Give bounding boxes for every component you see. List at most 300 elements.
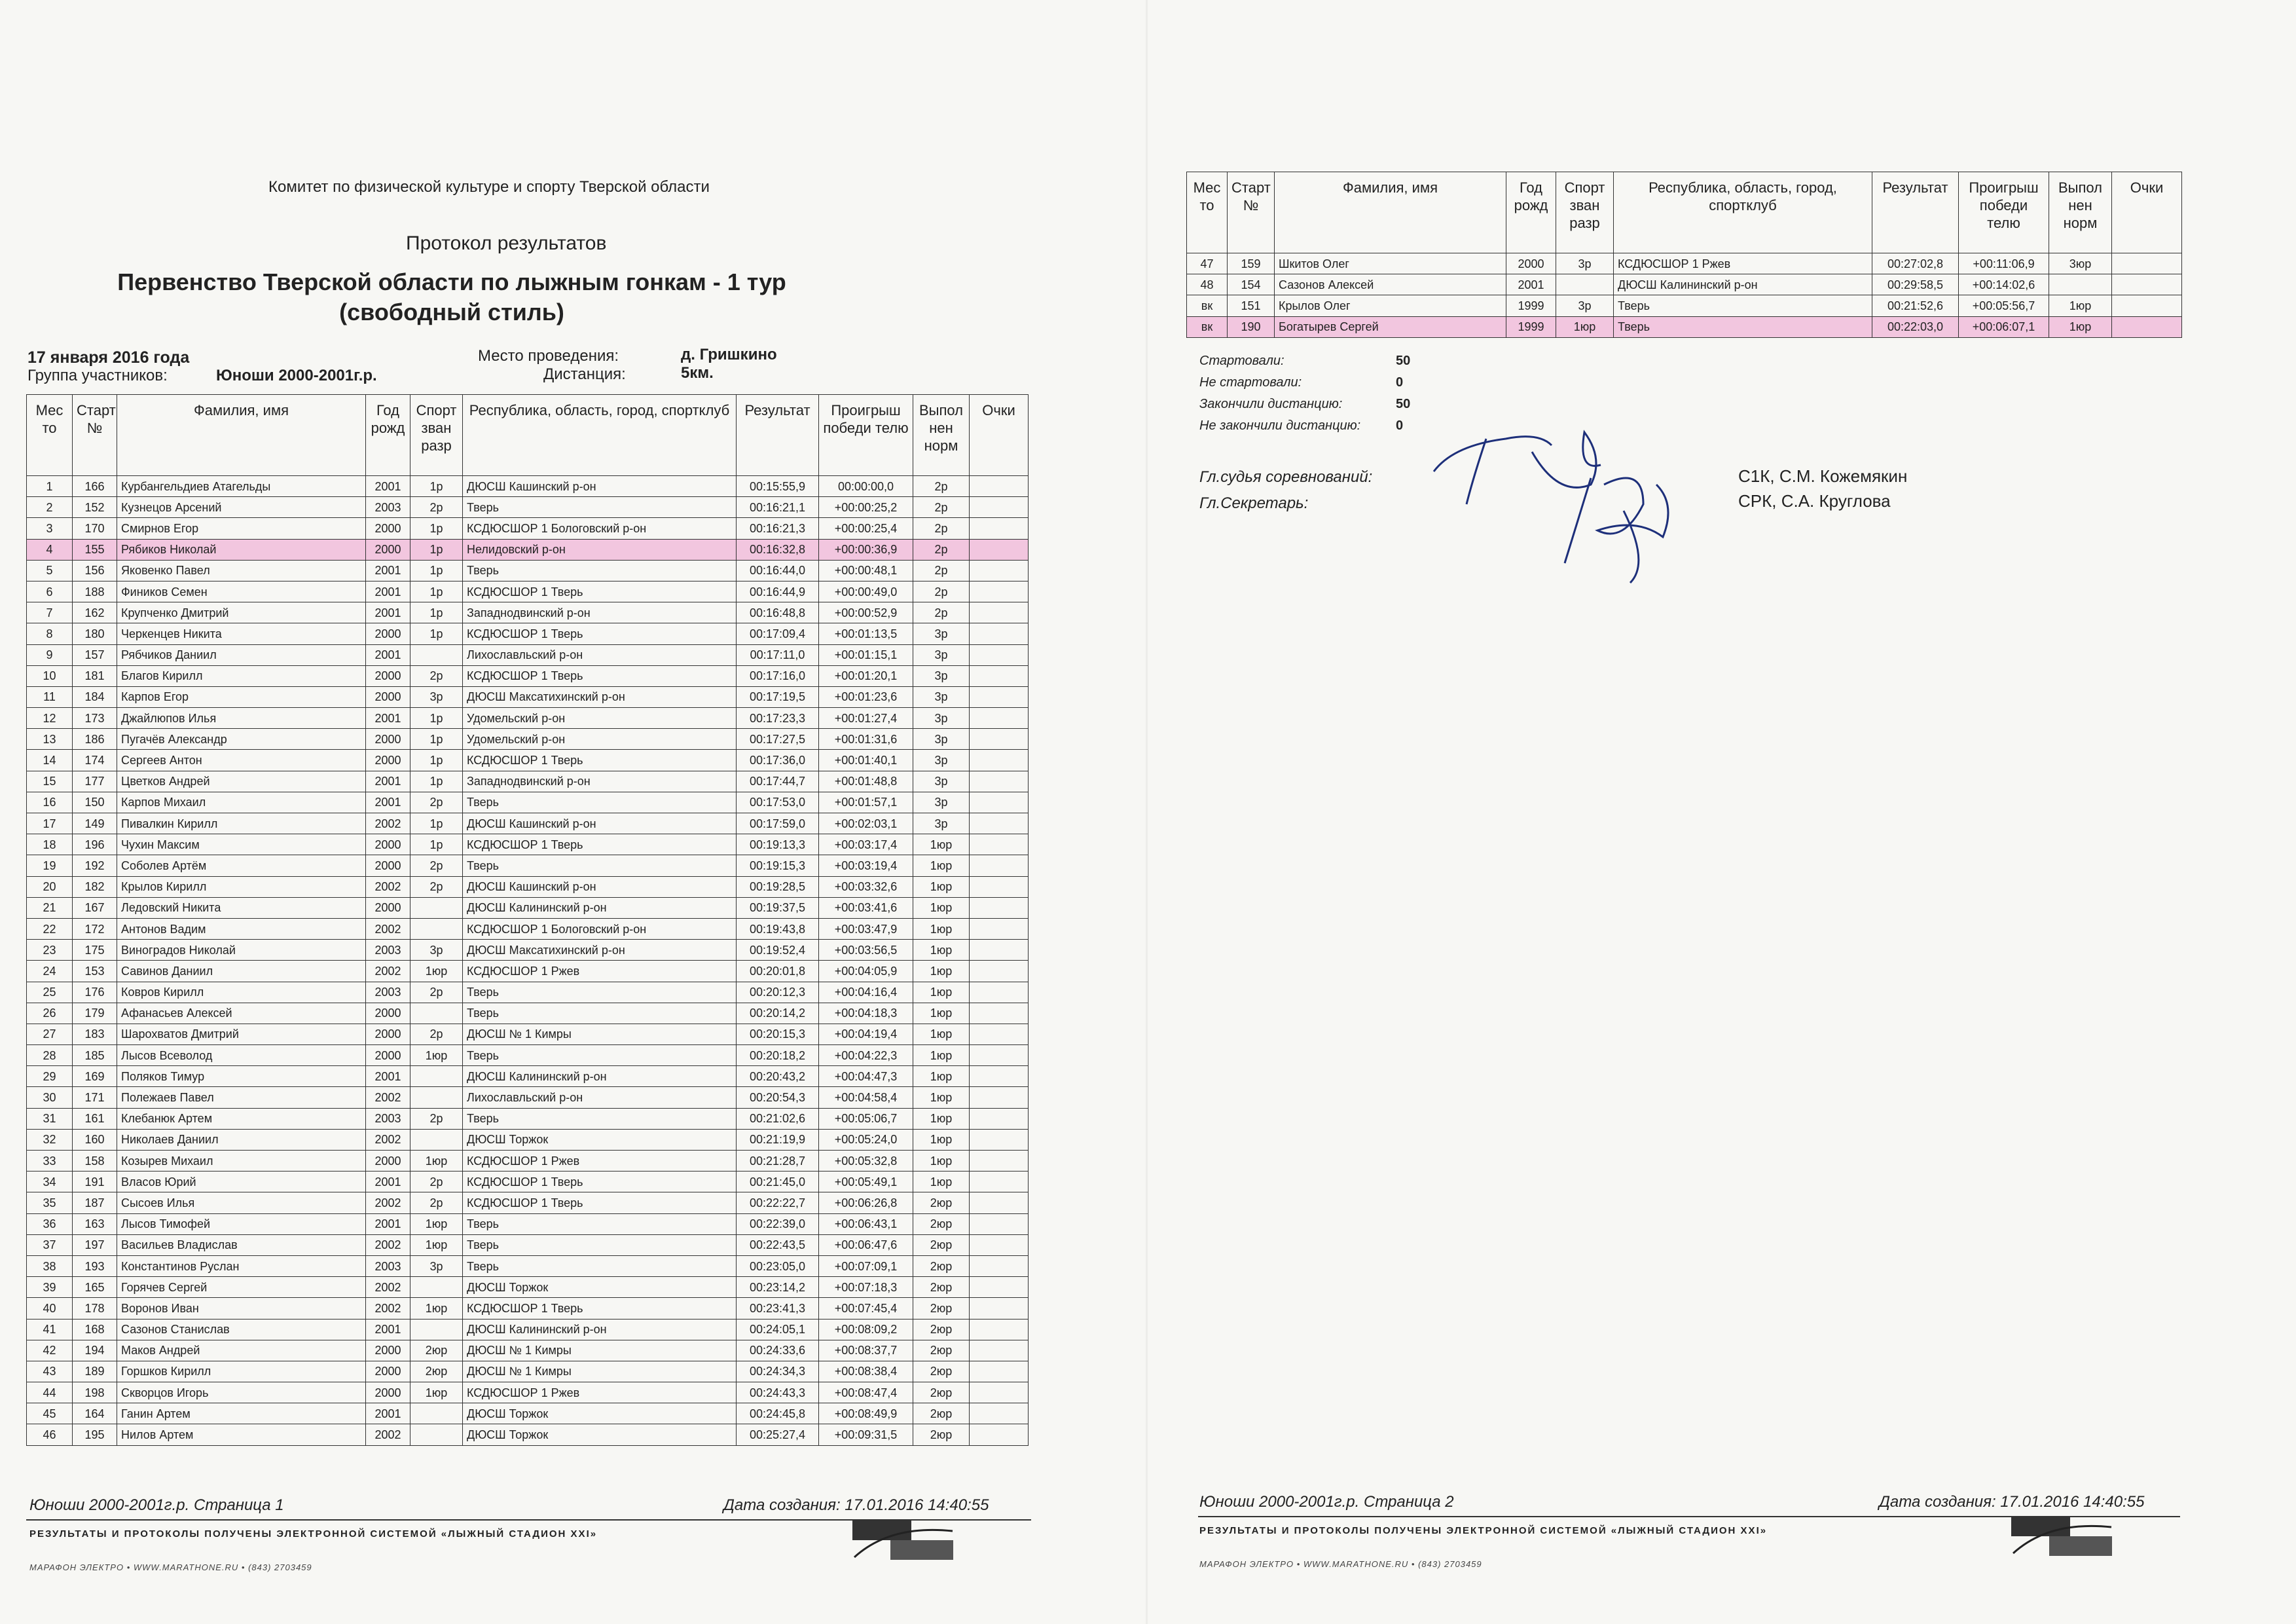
table-cell: 3р xyxy=(913,686,970,707)
table-cell: 181 xyxy=(73,665,117,686)
table-cell: +00:07:09,1 xyxy=(819,1255,913,1276)
table-cell: +00:08:09,2 xyxy=(819,1319,913,1340)
table-cell: 47 xyxy=(1187,253,1228,274)
table-cell: 00:16:44,0 xyxy=(737,560,819,581)
col-header: Республика, область, город, спортклуб xyxy=(463,395,737,476)
distance-value: 5км. xyxy=(681,364,714,382)
table-cell: 00:20:43,2 xyxy=(737,1066,819,1087)
table-cell: 00:17:23,3 xyxy=(737,708,819,729)
table-cell: 19 xyxy=(27,855,73,876)
table-cell: +00:03:56,5 xyxy=(819,940,913,961)
stat-row xyxy=(1199,375,1410,397)
table-cell: Тверь xyxy=(463,1108,737,1129)
table-cell: Тверь xyxy=(463,855,737,876)
table-cell: 2003 xyxy=(366,1108,410,1129)
table-cell: 198 xyxy=(73,1382,117,1403)
table-cell: +00:04:47,3 xyxy=(819,1066,913,1087)
table-cell: +00:04:22,3 xyxy=(819,1045,913,1066)
table-cell: +00:08:49,9 xyxy=(819,1403,913,1424)
table-cell: 3р xyxy=(410,1255,463,1276)
table-cell: 2юр xyxy=(913,1424,970,1445)
col-header: Год рожд xyxy=(366,395,410,476)
table-cell: 29 xyxy=(27,1066,73,1087)
table-cell xyxy=(970,855,1029,876)
table-cell: 00:19:13,3 xyxy=(737,834,819,855)
table-cell: 00:17:27,5 xyxy=(737,729,819,750)
table-cell: +00:01:40,1 xyxy=(819,750,913,771)
table-cell: Антонов Вадим xyxy=(117,918,366,939)
table-cell: Соболев Артём xyxy=(117,855,366,876)
table-cell: 2002 xyxy=(366,1129,410,1150)
table-cell xyxy=(970,918,1029,939)
table-cell: 3р xyxy=(913,771,970,792)
table-cell xyxy=(970,581,1029,602)
signature-chief-icon xyxy=(1427,406,1702,589)
table-cell: 00:20:14,2 xyxy=(737,1003,819,1024)
table-cell xyxy=(970,1024,1029,1044)
table-cell: 00:20:12,3 xyxy=(737,982,819,1003)
table-cell: 2001 xyxy=(366,1403,410,1424)
table-cell: +00:00:25,2 xyxy=(819,497,913,518)
table-cell: 00:15:55,9 xyxy=(737,476,819,497)
table-cell: 194 xyxy=(73,1340,117,1361)
footer-contact-2: МАРАФОН ЭЛЕКТРО • WWW.MARATHONE.RU • (843) 2703459 xyxy=(1199,1559,1482,1569)
table-cell: 00:16:21,3 xyxy=(737,518,819,539)
table-cell: 12 xyxy=(27,708,73,729)
table-cell: Власов Юрий xyxy=(117,1172,366,1192)
table-cell: 3р xyxy=(410,940,463,961)
table-row xyxy=(27,918,1029,939)
venue-label: Место проведения: xyxy=(478,347,619,365)
table-body-page-2 xyxy=(1187,253,2182,338)
event-date: 17 января 2016 года xyxy=(27,348,190,367)
table-cell: 167 xyxy=(73,897,117,918)
table-cell: 166 xyxy=(73,476,117,497)
table-cell: Полежаев Павел xyxy=(117,1087,366,1108)
table-cell: Клебанюк Артем xyxy=(117,1108,366,1129)
table-cell: 2000 xyxy=(366,518,410,539)
table-cell: 2р xyxy=(913,497,970,518)
group-label: Группа участников: xyxy=(27,367,168,384)
table-cell: КСДЮСШОР 1 Ржев xyxy=(463,1151,737,1172)
table-row xyxy=(27,497,1029,518)
table-cell: 2000 xyxy=(366,750,410,771)
table-cell: 2000 xyxy=(366,539,410,560)
table-cell: 00:19:52,4 xyxy=(737,940,819,961)
table-cell: +00:07:18,3 xyxy=(819,1277,913,1298)
table-cell: 2р xyxy=(913,518,970,539)
table-cell: +00:01:27,4 xyxy=(819,708,913,729)
table-cell xyxy=(970,876,1029,897)
footer-system-2: РЕЗУЛЬТАТЫ И ПРОТОКОЛЫ ПОЛУЧЕНЫ ЭЛЕКТРОННОЙ СИСТЕМОЙ «ЛЫЖНЫЙ СТАДИОН XXI» xyxy=(1199,1525,1768,1536)
table-cell xyxy=(410,1087,463,1108)
table-cell: 2юр xyxy=(913,1234,970,1255)
table-cell xyxy=(970,560,1029,581)
table-cell: Афанасьев Алексей xyxy=(117,1003,366,1024)
table-cell: 2000 xyxy=(366,1151,410,1172)
table-cell: 1 xyxy=(27,476,73,497)
table-cell: 3 xyxy=(27,518,73,539)
table-cell: 2юр xyxy=(913,1298,970,1319)
table-cell: 1юр xyxy=(410,1045,463,1066)
table-cell: Лихославльский р-он xyxy=(463,1087,737,1108)
stadium-logo-icon xyxy=(851,1518,956,1564)
table-cell: Крупченко Дмитрий xyxy=(117,602,366,623)
table-cell: 169 xyxy=(73,1066,117,1087)
table-cell: Карпов Егор xyxy=(117,686,366,707)
table-cell: 46 xyxy=(27,1424,73,1445)
stat-row xyxy=(1199,397,1410,418)
footer-contact-1: МАРАФОН ЭЛЕКТРО • WWW.MARATHONE.RU • (843) 2703459 xyxy=(29,1562,312,1572)
table-cell: 00:16:44,9 xyxy=(737,581,819,602)
table-cell: 2юр xyxy=(913,1319,970,1340)
col-header: Год рожд xyxy=(1506,172,1556,253)
table-cell: 185 xyxy=(73,1045,117,1066)
table-cell: Тверь xyxy=(463,560,737,581)
chief-judge-name: С1К, С.М. Кожемякин xyxy=(1738,466,1908,486)
table-cell: 2000 xyxy=(366,1340,410,1361)
table-cell: +00:05:32,8 xyxy=(819,1151,913,1172)
table-row xyxy=(27,518,1029,539)
table-cell xyxy=(1556,274,1614,295)
table-cell: 2000 xyxy=(366,623,410,644)
table-cell: 2000 xyxy=(366,729,410,750)
secretary-name: СРК, С.А. Круглова xyxy=(1738,491,1891,511)
table-cell: 36 xyxy=(27,1213,73,1234)
title-line-1: Первенство Тверской области по лыжным гонкам - 1 тур xyxy=(117,268,786,295)
stat-value: 50 xyxy=(1396,354,1411,368)
table-row xyxy=(27,644,1029,665)
table-cell xyxy=(970,518,1029,539)
table-cell: 43 xyxy=(27,1361,73,1382)
table-row xyxy=(27,1382,1029,1403)
table-cell: 39 xyxy=(27,1277,73,1298)
table-cell: КСДЮСШОР 1 Тверь xyxy=(463,1298,737,1319)
table-cell: Нилов Артем xyxy=(117,1424,366,1445)
table-cell: 00:24:45,8 xyxy=(737,1403,819,1424)
table-cell: 2р xyxy=(410,1108,463,1129)
col-header: Очки xyxy=(2112,172,2182,253)
table-row xyxy=(27,1213,1029,1234)
table-cell: ДЮСШ Максатихинский р-он xyxy=(463,940,737,961)
footer-page-1: Юноши 2000-2001г.р. Страница 1 xyxy=(29,1496,284,1514)
table-cell: 2001 xyxy=(366,1319,410,1340)
col-header: Выпол нен норм xyxy=(913,395,970,476)
protocol-label: Протокол результатов xyxy=(406,232,607,254)
table-row xyxy=(27,1192,1029,1213)
table-cell: 00:20:18,2 xyxy=(737,1045,819,1066)
table-cell: 2003 xyxy=(366,940,410,961)
group-value: Юноши 2000-2001г.р. xyxy=(216,367,377,384)
table-cell: Николаев Даниил xyxy=(117,1129,366,1150)
table-cell: Ганин Артем xyxy=(117,1403,366,1424)
table-row xyxy=(27,1340,1029,1361)
table-cell: 2000 xyxy=(366,665,410,686)
table-cell: 2000 xyxy=(1506,253,1556,274)
table-cell xyxy=(410,1277,463,1298)
table-row xyxy=(27,1129,1029,1150)
table-cell xyxy=(410,1319,463,1340)
table-cell: 2000 xyxy=(366,1024,410,1044)
table-cell: +00:01:48,8 xyxy=(819,771,913,792)
table-cell: +00:01:57,1 xyxy=(819,792,913,813)
table-cell: 00:20:01,8 xyxy=(737,961,819,982)
col-header: Спорт зван разр xyxy=(410,395,463,476)
table-cell: 1юр xyxy=(913,897,970,918)
table-cell: 1юр xyxy=(913,940,970,961)
table-cell: 00:19:37,5 xyxy=(737,897,819,918)
table-cell xyxy=(970,792,1029,813)
table-cell xyxy=(970,1003,1029,1024)
stat-row xyxy=(1199,418,1410,440)
table-cell: 1р xyxy=(410,476,463,497)
table-cell: 2р xyxy=(410,792,463,813)
table-cell: 42 xyxy=(27,1340,73,1361)
results-table-page-2 xyxy=(1186,172,2182,338)
table-cell: 2юр xyxy=(410,1361,463,1382)
table-cell: +00:05:56,7 xyxy=(1959,295,2049,316)
table-cell: Западнодвинский р-он xyxy=(463,602,737,623)
table-cell: 2юр xyxy=(913,1277,970,1298)
table-cell xyxy=(970,729,1029,750)
table-cell: 3р xyxy=(913,644,970,665)
table-cell xyxy=(970,771,1029,792)
table-cell xyxy=(410,644,463,665)
table-cell: 2р xyxy=(410,1172,463,1192)
table-cell: +00:00:48,1 xyxy=(819,560,913,581)
table-cell: ДЮСШ № 1 Кимры xyxy=(463,1361,737,1382)
table-cell: Пугачёв Александр xyxy=(117,729,366,750)
table-cell: 2003 xyxy=(366,497,410,518)
table-cell: 158 xyxy=(73,1151,117,1172)
table-row xyxy=(1187,274,2182,295)
table-cell: ДЮСШ Торжок xyxy=(463,1424,737,1445)
table-cell: Козырев Михаил xyxy=(117,1151,366,1172)
table-cell: вк xyxy=(1187,316,1228,337)
table-cell: 14 xyxy=(27,750,73,771)
table-cell xyxy=(2112,253,2182,274)
table-cell: 1юр xyxy=(913,1108,970,1129)
stat-row xyxy=(1199,354,1410,375)
stat-label: Не закончили дистанцию: xyxy=(1199,418,1361,433)
table-cell: Сергеев Антон xyxy=(117,750,366,771)
table-cell: +00:03:47,9 xyxy=(819,918,913,939)
table-cell: 00:16:48,8 xyxy=(737,602,819,623)
table-cell: Лысов Всеволод xyxy=(117,1045,366,1066)
table-cell: ДЮСШ Торжок xyxy=(463,1129,737,1150)
table-cell: 00:16:21,1 xyxy=(737,497,819,518)
table-cell xyxy=(970,1298,1029,1319)
organization: Комитет по физической культуре и спорту Тверской области xyxy=(268,178,710,196)
table-cell: +00:01:20,1 xyxy=(819,665,913,686)
table-cell: 162 xyxy=(73,602,117,623)
table-cell xyxy=(410,1403,463,1424)
table-cell: КСДЮСШОР 1 Тверь xyxy=(463,1192,737,1213)
table-cell: +00:01:13,5 xyxy=(819,623,913,644)
table-cell: 178 xyxy=(73,1298,117,1319)
table-cell: 41 xyxy=(27,1319,73,1340)
table-cell: 00:16:32,8 xyxy=(737,539,819,560)
table-cell: 00:21:52,6 xyxy=(1872,295,1959,316)
table-cell: Скворцов Игорь xyxy=(117,1382,366,1403)
table-cell: +00:06:07,1 xyxy=(1959,316,2049,337)
table-row xyxy=(27,940,1029,961)
table-cell: 1юр xyxy=(410,961,463,982)
table-cell: Тверь xyxy=(463,1003,737,1024)
table-cell: +00:00:52,9 xyxy=(819,602,913,623)
table-cell: +00:07:45,4 xyxy=(819,1298,913,1319)
table-cell: 174 xyxy=(73,750,117,771)
table-cell: +00:03:41,6 xyxy=(819,897,913,918)
table-cell: 180 xyxy=(73,623,117,644)
table-cell: 00:21:45,0 xyxy=(737,1172,819,1192)
table-cell: 2002 xyxy=(366,1424,410,1445)
table-cell: +00:00:25,4 xyxy=(819,518,913,539)
table-cell: 2р xyxy=(913,476,970,497)
table-cell xyxy=(970,1066,1029,1087)
stats-block xyxy=(1199,354,1410,440)
table-cell xyxy=(970,1403,1029,1424)
table-cell: 156 xyxy=(73,560,117,581)
table-cell: 00:22:39,0 xyxy=(737,1213,819,1234)
table-cell: 2000 xyxy=(366,834,410,855)
table-cell: 1юр xyxy=(913,1151,970,1172)
table-cell: 1юр xyxy=(2049,295,2112,316)
table-cell xyxy=(970,1045,1029,1066)
table-cell xyxy=(970,1255,1029,1276)
table-cell: 153 xyxy=(73,961,117,982)
table-cell: ДЮСШ Торжок xyxy=(463,1403,737,1424)
table-cell: 160 xyxy=(73,1129,117,1150)
table-cell: 2р xyxy=(913,539,970,560)
table-cell xyxy=(2049,274,2112,295)
table-cell xyxy=(970,1192,1029,1213)
table-cell: Крылов Кирилл xyxy=(117,876,366,897)
table-cell: +00:04:05,9 xyxy=(819,961,913,982)
table-cell: 3р xyxy=(410,686,463,707)
table-cell xyxy=(970,623,1029,644)
table-cell: 2р xyxy=(410,665,463,686)
table-cell: КСДЮСШОР 1 Ржев xyxy=(463,961,737,982)
table-cell xyxy=(970,1277,1029,1298)
table-cell: 3юр xyxy=(2049,253,2112,274)
table-cell: +00:01:15,1 xyxy=(819,644,913,665)
table-cell: Тверь xyxy=(463,982,737,1003)
table-cell: Сазонов Алексей xyxy=(1275,274,1506,295)
table-cell: 00:24:33,6 xyxy=(737,1340,819,1361)
table-row xyxy=(27,1066,1029,1087)
table-cell: 3р xyxy=(913,623,970,644)
table-cell: 1р xyxy=(410,623,463,644)
table-cell: 00:17:16,0 xyxy=(737,665,819,686)
table-cell: +00:06:47,6 xyxy=(819,1234,913,1255)
table-row xyxy=(1187,316,2182,337)
table-cell xyxy=(970,1382,1029,1403)
table-cell xyxy=(970,497,1029,518)
table-cell: 2001 xyxy=(366,1172,410,1192)
table-cell: 1юр xyxy=(410,1298,463,1319)
table-cell: 2001 xyxy=(366,771,410,792)
table-cell: 184 xyxy=(73,686,117,707)
table-row xyxy=(27,750,1029,771)
table-cell: 163 xyxy=(73,1213,117,1234)
table-cell: 1р xyxy=(410,539,463,560)
table-cell: 2000 xyxy=(366,1382,410,1403)
col-header: Старт № xyxy=(73,395,117,476)
table-cell: 2000 xyxy=(366,1361,410,1382)
table-cell: 190 xyxy=(1228,316,1275,337)
stadium-logo-icon xyxy=(2010,1514,2115,1560)
table-row xyxy=(27,982,1029,1003)
table-row xyxy=(27,792,1029,813)
table-cell: 1р xyxy=(410,708,463,729)
table-cell: 1р xyxy=(410,750,463,771)
table-cell: КСДЮСШОР 1 Бологовский р-он xyxy=(463,518,737,539)
table-cell: 2001 xyxy=(1506,274,1556,295)
table-cell: ДЮСШ № 1 Кимры xyxy=(463,1024,737,1044)
table-cell: 179 xyxy=(73,1003,117,1024)
table-cell xyxy=(970,750,1029,771)
table-row xyxy=(27,623,1029,644)
table-cell: 172 xyxy=(73,918,117,939)
table-cell: 165 xyxy=(73,1277,117,1298)
table-row xyxy=(27,686,1029,707)
table-cell: 161 xyxy=(73,1108,117,1129)
table-cell: Константинов Руслан xyxy=(117,1255,366,1276)
table-cell: Западнодвинский р-он xyxy=(463,771,737,792)
stat-label: Закончили дистанцию: xyxy=(1199,397,1343,411)
table-cell: 2р xyxy=(410,1192,463,1213)
table-cell: 1юр xyxy=(913,1024,970,1044)
table-row xyxy=(27,1361,1029,1382)
table-cell: +00:04:16,4 xyxy=(819,982,913,1003)
table-cell: 2юр xyxy=(913,1403,970,1424)
table-cell: 38 xyxy=(27,1255,73,1276)
table-row xyxy=(27,1024,1029,1044)
table-cell: Шкитов Олег xyxy=(1275,253,1506,274)
table-cell xyxy=(970,1108,1029,1129)
table-cell: 155 xyxy=(73,539,117,560)
table-cell: ДЮСШ Калининский р-он xyxy=(463,1066,737,1087)
table-cell: +00:01:23,6 xyxy=(819,686,913,707)
table-cell xyxy=(970,1319,1029,1340)
table-cell: ДЮСШ Кашинский р-он xyxy=(463,876,737,897)
table-cell: 00:17:09,4 xyxy=(737,623,819,644)
table-cell xyxy=(410,897,463,918)
table-cell xyxy=(970,476,1029,497)
table-cell xyxy=(970,1361,1029,1382)
table-cell: 1р xyxy=(410,834,463,855)
table-cell: 2002 xyxy=(366,813,410,834)
table-header-row xyxy=(27,395,1029,476)
table-cell: Фиников Семен xyxy=(117,581,366,602)
table-cell: Яковенко Павел xyxy=(117,560,366,581)
table-cell: 25 xyxy=(27,982,73,1003)
table-cell: Воронов Иван xyxy=(117,1298,366,1319)
table-cell: 1р xyxy=(410,771,463,792)
table-cell: 191 xyxy=(73,1172,117,1192)
table-cell: 1юр xyxy=(1556,316,1614,337)
table-cell: +00:05:06,7 xyxy=(819,1108,913,1129)
table-cell: 00:00:00,0 xyxy=(819,476,913,497)
table-cell: +00:01:31,6 xyxy=(819,729,913,750)
table-row xyxy=(27,729,1029,750)
table-cell: 189 xyxy=(73,1361,117,1382)
table-cell: 2001 xyxy=(366,1213,410,1234)
table-cell: 00:23:14,2 xyxy=(737,1277,819,1298)
table-cell: 175 xyxy=(73,940,117,961)
table-cell xyxy=(970,1424,1029,1445)
